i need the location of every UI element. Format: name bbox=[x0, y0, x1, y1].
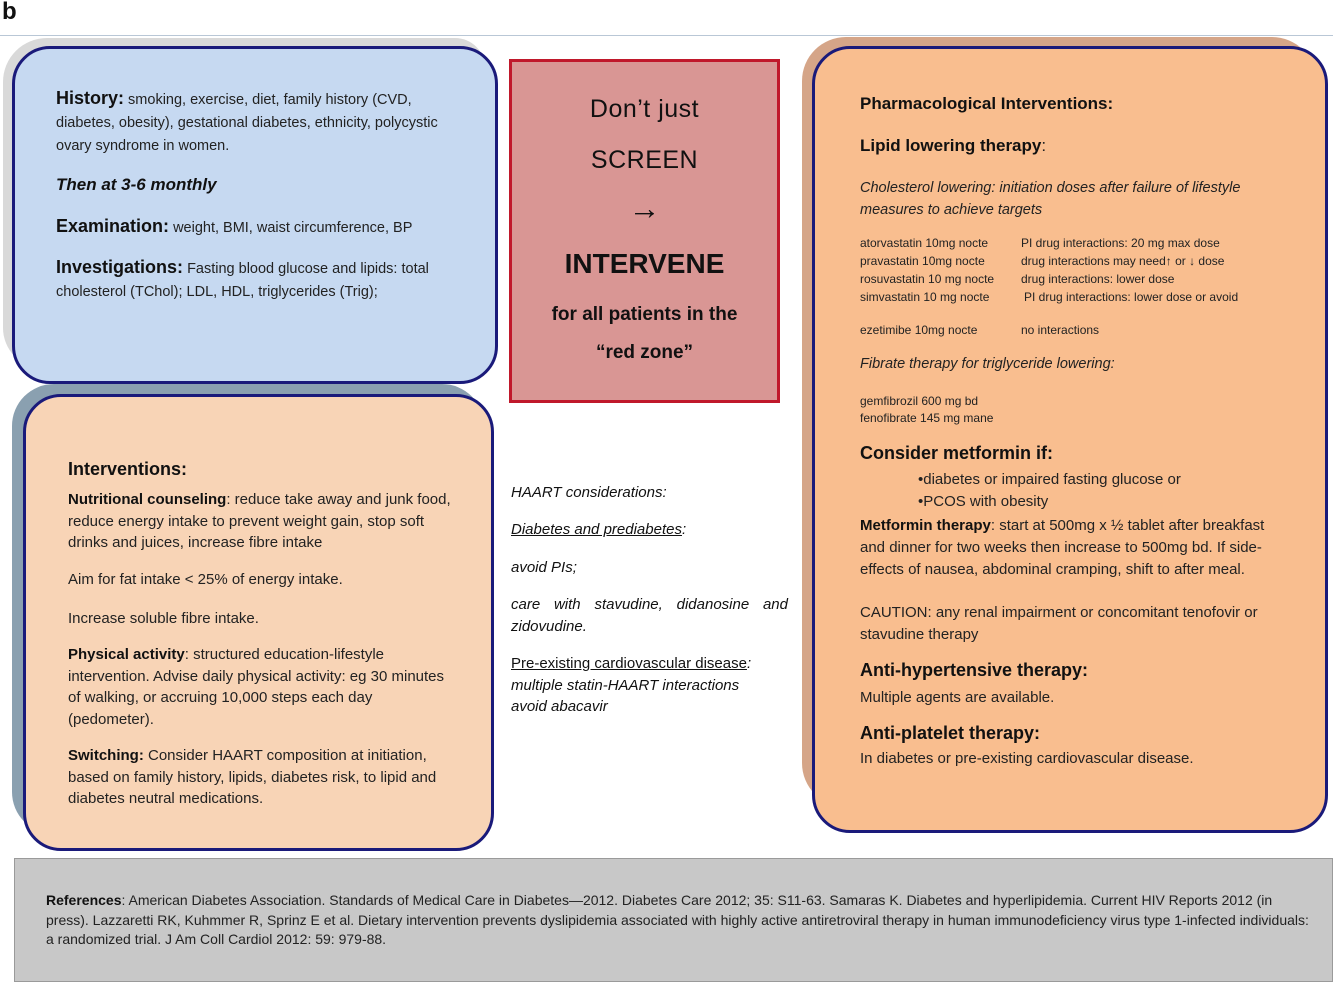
switching-label: Switching: bbox=[68, 747, 144, 764]
metformin-label: Metformin therapy bbox=[860, 517, 991, 534]
examination-label: Examination: bbox=[56, 216, 170, 236]
pharm-title: Pharmacological Interventions: bbox=[860, 94, 1114, 113]
diabetes-paragraph bbox=[511, 519, 788, 541]
drug-note: drug interactions may need↑ or ↓ dose bbox=[1021, 254, 1225, 268]
metformin-paragraph bbox=[860, 515, 1290, 581]
top-divider bbox=[0, 35, 1333, 36]
interventions-title-text: Interventions: bbox=[68, 459, 188, 479]
antihypertensive-title: Anti-hypertensive therapy: bbox=[860, 660, 1089, 680]
antiplatelet-title: Anti-platelet therapy: bbox=[860, 723, 1041, 743]
fibrate-name: fenofibrate 145 mg mane bbox=[860, 411, 994, 425]
switching-text: Consider HAART composition at initiation, based on family history, lipids, diabetes risk, to lipid and diabetes neutral medications. bbox=[68, 747, 437, 808]
examination-text: weight, BMI, waist circumference, BP bbox=[173, 220, 413, 236]
fat-intake-text: Aim for fat intake < 25% of energy intake. bbox=[68, 571, 343, 588]
drug-name: rosuvastatin 10 mg nocte bbox=[860, 272, 995, 286]
metformin-bullet: •diabetes or impaired fasting glucose or bbox=[918, 471, 1181, 488]
lipid-title-text: Lipid lowering therapy bbox=[860, 136, 1042, 155]
activity-text: : structured education-lifestyle intervention. Advise daily physical activity: eg 30 minutes of walking, or accruing 10,000 steps each day (pedometer). bbox=[68, 646, 445, 729]
interventions-title bbox=[68, 459, 458, 482]
cvd-line-1: multiple statin-HAART interactions bbox=[511, 676, 740, 694]
cvd-heading: Pre-existing cardiovascular disease bbox=[511, 655, 747, 672]
history-paragraph bbox=[56, 87, 461, 158]
avoid-pis-text: avoid PIs; bbox=[511, 559, 577, 576]
nutrition-paragraph bbox=[68, 489, 458, 554]
nutrition-label: Nutritional counseling bbox=[68, 491, 227, 508]
fibre-intake-text: Increase soluble fibre intake. bbox=[68, 610, 259, 627]
references-paragraph bbox=[46, 891, 1311, 950]
fibrate-text: Fibrate therapy for triglyceride lowering: bbox=[860, 356, 1115, 372]
ezetimibe-note: no interactions bbox=[1021, 323, 1100, 337]
cvd-paragraph bbox=[511, 653, 788, 718]
investigations-text: Fasting blood glucose and lipids: total cholesterol (TChol); LDL, HDL, triglycerides (Trig); bbox=[56, 261, 429, 300]
references-text: : American Diabetes Association. Standards of Medical Care in Diabetes—2012. Diabetes Care 2012; 35: S11-63. Samaras K. Diabetes and hyperlipidemia. Current HIV Reports 2012 (in press). Lazzaretti RK, Kuhmmer R, Sprinz E et al. Dietary intervention prevents dyslipidemia associated with highly active antiretroviral therapy in human immunodeficiency virus type 1-infected individuals: a randomized trial. J Am Coll Cardiol 2012: 59: 979-88. bbox=[46, 892, 1309, 947]
examination-paragraph bbox=[56, 215, 476, 240]
cvd-colon: : bbox=[746, 655, 752, 672]
drug-name: simvastatin 10 mg nocte bbox=[860, 290, 990, 304]
nutrition-text: : reduce take away and junk food, reduce energy intake to prevent weight gain, stop soft drinks and juices, increase fibre intake bbox=[68, 491, 451, 552]
drug-note: PI drug interactions: lower dose or avoid bbox=[1024, 290, 1239, 304]
lipid-title bbox=[860, 136, 1300, 156]
ezetimibe-name: ezetimibe 10mg nocte bbox=[860, 323, 978, 337]
investigations-paragraph bbox=[56, 256, 476, 304]
investigations-label: Investigations: bbox=[56, 257, 184, 277]
diabetes-colon: : bbox=[681, 521, 687, 538]
drug-name: atorvastatin 10mg nocte bbox=[860, 236, 989, 250]
references-box bbox=[14, 858, 1333, 982]
cvd-line-2: avoid abacavir bbox=[511, 698, 608, 715]
screen-intervene-box bbox=[509, 59, 780, 403]
caution-text: CAUTION: any renal impairment or concomitant tenofovir or stavudine therapy bbox=[860, 604, 1258, 643]
history-text: smoking, exercise, diet, family history (CVD, diabetes, obesity), gestational diabetes, ethnicity, polycystic ovary syndrome in women. bbox=[56, 92, 438, 154]
drug-name: pravastatin 10mg nocte bbox=[860, 254, 985, 268]
metformin-title: Consider metformin if: bbox=[860, 443, 1054, 463]
antiplatelet-text: In diabetes or pre-existing cardiovascular disease. bbox=[860, 750, 1194, 767]
care-stavudine-text: care with stavudine, didanosine and zidovudine. bbox=[511, 596, 788, 635]
screen-line-intervene: INTERVENE bbox=[564, 248, 725, 279]
activity-paragraph bbox=[68, 644, 458, 731]
diabetes-heading: Diabetes and prediabetes bbox=[511, 521, 682, 538]
screen-line-red-zone: “red zone” bbox=[595, 342, 694, 363]
drug-note: PI drug interactions: 20 mg max dose bbox=[1021, 236, 1220, 250]
history-label: History: bbox=[56, 88, 125, 108]
fibrate-name: gemfibrozil 600 mg bd bbox=[860, 394, 979, 408]
antihypertensive-text: Multiple agents are available. bbox=[860, 689, 1055, 706]
pharmacological-box bbox=[812, 46, 1328, 833]
lipid-title-colon: : bbox=[1041, 136, 1047, 155]
activity-label: Physical activity bbox=[68, 646, 185, 663]
haart-title: HAART considerations: bbox=[511, 484, 667, 501]
screen-line-for-all: for all patients in the bbox=[551, 304, 738, 325]
history-box bbox=[12, 46, 498, 384]
screen-line-screen: SCREEN bbox=[590, 146, 699, 174]
metformin-bullet: •PCOS with obesity bbox=[918, 493, 1049, 510]
panel-label: b bbox=[2, 0, 17, 25]
metformin-text: : start at 500mg x ½ tablet after breakfast and dinner for two weeks then increase to 500mg bd. If side-effects of nausea, abdominal cramping, shift to after meal. bbox=[860, 517, 1265, 578]
screen-line-dont-just: Don’t just bbox=[589, 95, 700, 123]
cholesterol-text: Cholesterol lowering: initiation doses after failure of lifestyle measures to achieve targets bbox=[860, 180, 1241, 218]
references-label: References bbox=[46, 892, 122, 908]
then-monthly-text: Then at 3-6 monthly bbox=[56, 175, 217, 194]
drug-note: drug interactions: lower dose bbox=[1021, 272, 1175, 286]
right-arrow-icon: → bbox=[628, 190, 661, 226]
interventions-box bbox=[23, 394, 494, 851]
switching-paragraph bbox=[68, 745, 458, 810]
